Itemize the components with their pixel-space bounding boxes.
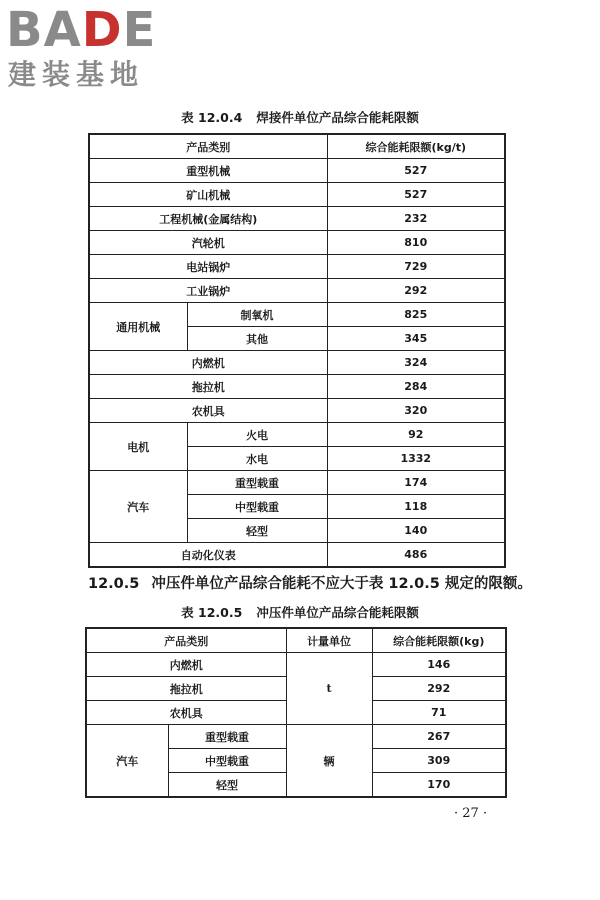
table-row: [89, 399, 505, 423]
category-cell: 农机具: [89, 399, 327, 423]
table-row: [89, 159, 505, 183]
header-cell: 计量单位: [286, 628, 372, 653]
table-row: [89, 351, 505, 375]
category-cell: 重型机械: [89, 159, 327, 183]
subcategory-cell: 中型载重: [187, 495, 327, 519]
value-cell: 267: [372, 725, 506, 749]
table-row: [89, 543, 505, 568]
category-cell: 拖拉机: [86, 677, 286, 701]
value-cell: 170: [372, 773, 506, 798]
value-cell: 486: [327, 543, 505, 568]
category-cell: 汽轮机: [89, 231, 327, 255]
table-row: [89, 255, 505, 279]
header-cell: 综合能耗限额(kg): [372, 628, 506, 653]
table-row: [89, 279, 505, 303]
value-cell: 140: [327, 519, 505, 543]
value-cell: 527: [327, 183, 505, 207]
header-cell: 产品类别: [89, 134, 327, 159]
bade-logo: [6, 4, 176, 94]
value-cell: 729: [327, 255, 505, 279]
value-cell: 232: [327, 207, 505, 231]
value-cell: 146: [372, 653, 506, 677]
table-row: [86, 725, 506, 749]
category-cell: 工程机械(金属结构): [89, 207, 327, 231]
clause-12-0-5: 12.0.5 冲压件单位产品综合能耗不应大于表 12.0.5 规定的限额。: [88, 576, 532, 592]
group-cell: 通用机械: [89, 303, 187, 351]
category-cell: 电站锅炉: [89, 255, 327, 279]
category-cell: 内燃机: [86, 653, 286, 677]
header-cell: 产品类别: [86, 628, 286, 653]
value-cell: 71: [372, 701, 506, 725]
subcategory-cell: 重型载重: [168, 725, 286, 749]
unit-cell: 辆: [286, 725, 372, 798]
value-cell: 174: [327, 471, 505, 495]
table-row: [89, 207, 505, 231]
category-cell: 矿山机械: [89, 183, 327, 207]
page-number: · 27 ·: [454, 806, 488, 821]
value-cell: 527: [327, 159, 505, 183]
category-cell: 自动化仪表: [89, 543, 327, 568]
category-cell: 农机具: [86, 701, 286, 725]
group-cell: 汽车: [86, 725, 168, 798]
value-cell: 810: [327, 231, 505, 255]
value-cell: 118: [327, 495, 505, 519]
value-cell: 292: [327, 279, 505, 303]
group-cell: 汽车: [89, 471, 187, 543]
category-cell: 工业锅炉: [89, 279, 327, 303]
value-cell: 345: [327, 327, 505, 351]
value-cell: 284: [327, 375, 505, 399]
group-cell: 电机: [89, 423, 187, 471]
value-cell: 309: [372, 749, 506, 773]
value-cell: 825: [327, 303, 505, 327]
table-row: [89, 423, 505, 447]
subcategory-cell: 轻型: [187, 519, 327, 543]
table-row: [89, 231, 505, 255]
table2-caption: 表 12.0.5 冲压件单位产品综合能耗限额: [181, 605, 419, 620]
subcategory-cell: 重型载重: [187, 471, 327, 495]
subcategory-cell: 轻型: [168, 773, 286, 798]
table-row: [89, 375, 505, 399]
value-cell: 1332: [327, 447, 505, 471]
table-row: [86, 653, 506, 677]
subcategory-cell: 其他: [187, 327, 327, 351]
table-row: [89, 183, 505, 207]
logo-wordmark: BADE: [6, 2, 157, 58]
logo-subtitle: 建装基地: [8, 58, 145, 91]
subcategory-cell: 制氧机: [187, 303, 327, 327]
subcategory-cell: 火电: [187, 423, 327, 447]
value-cell: 320: [327, 399, 505, 423]
category-cell: 拖拉机: [89, 375, 327, 399]
value-cell: 92: [327, 423, 505, 447]
value-cell: 324: [327, 351, 505, 375]
header-cell: 综合能耗限额(kg/t): [327, 134, 505, 159]
subcategory-cell: 水电: [187, 447, 327, 471]
table2: [85, 627, 507, 798]
table1-caption: 表 12.0.4 焊接件单位产品综合能耗限额: [181, 110, 419, 125]
unit-cell: t: [286, 653, 372, 725]
table-row: [89, 471, 505, 495]
category-cell: 内燃机: [89, 351, 327, 375]
table-header-row: [89, 134, 505, 159]
table-header-row: [86, 628, 506, 653]
table-row: [89, 303, 505, 327]
table1: [88, 133, 506, 568]
subcategory-cell: 中型载重: [168, 749, 286, 773]
value-cell: 292: [372, 677, 506, 701]
